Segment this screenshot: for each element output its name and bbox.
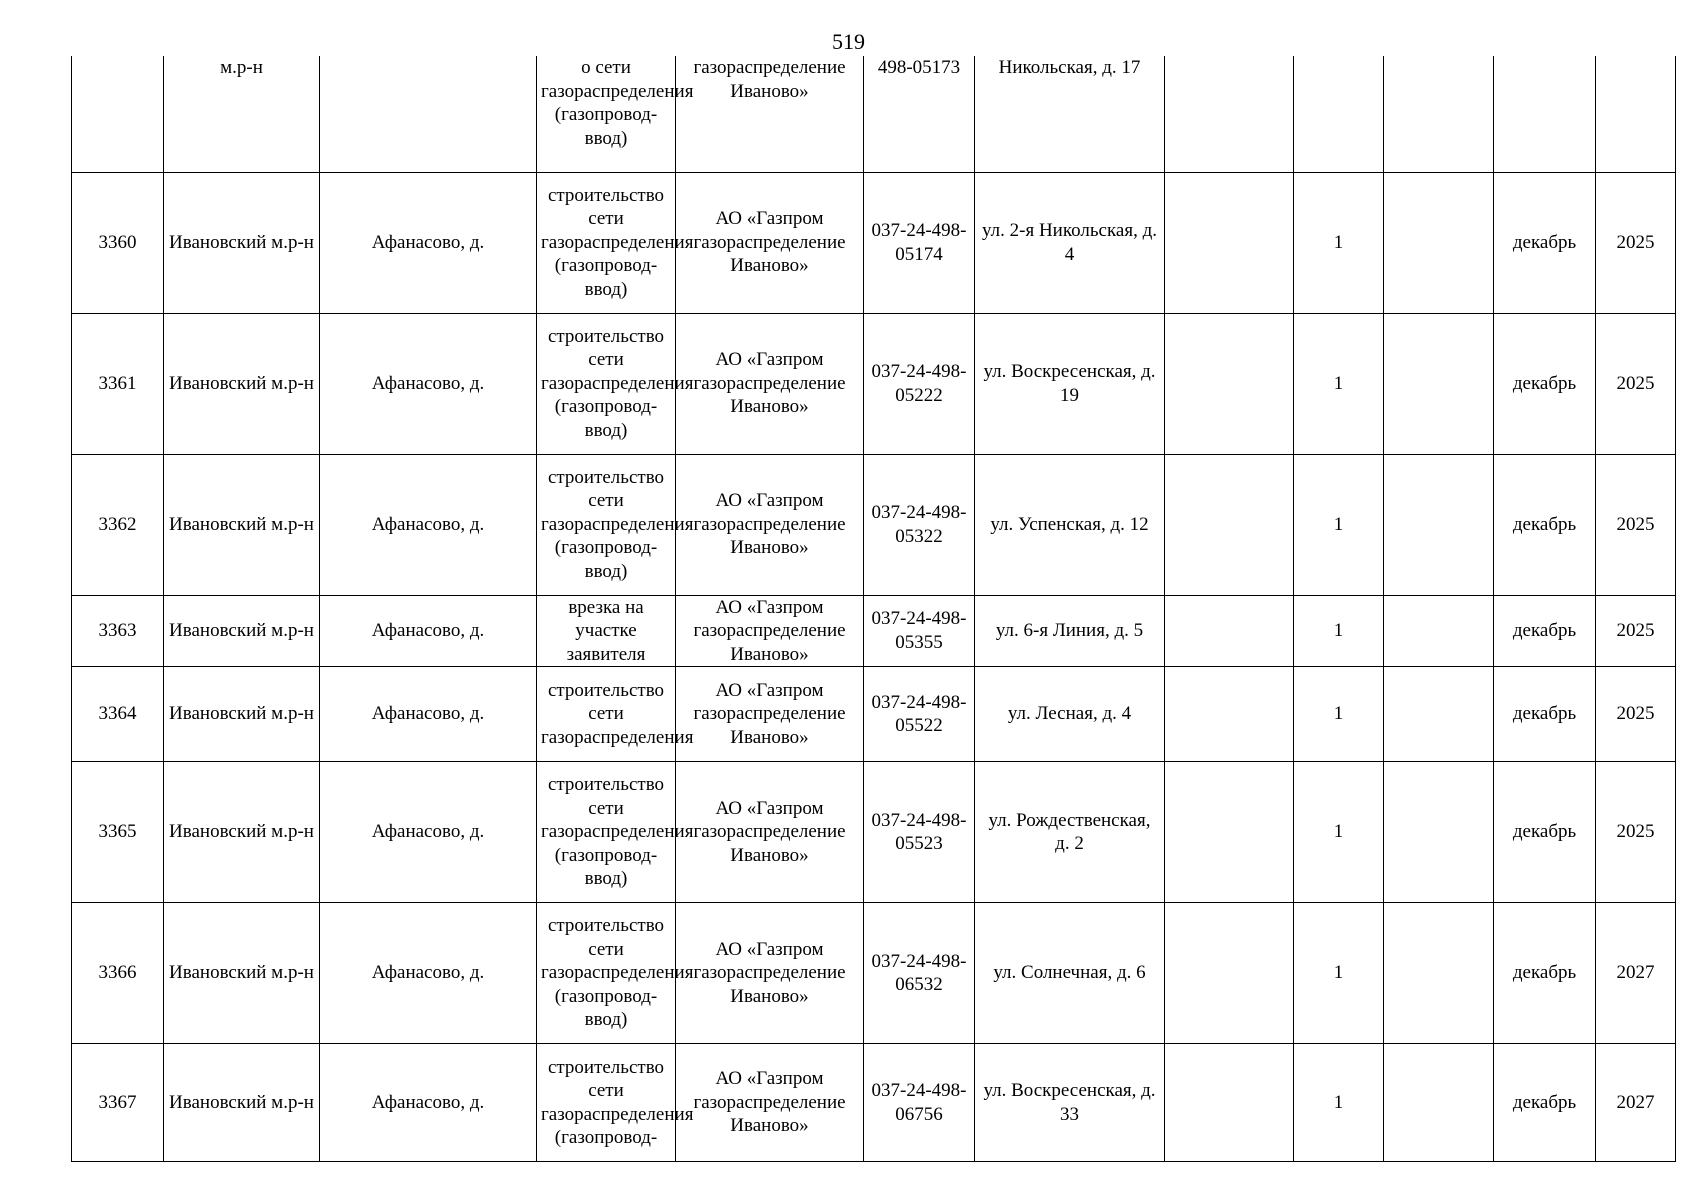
- cell-extra2: [1384, 1044, 1494, 1162]
- cell-org: АО «Газпром газораспределение Иваново»: [676, 667, 864, 762]
- cell-year: 2025: [1596, 762, 1676, 903]
- cell-extra2: [1384, 313, 1494, 454]
- cell-year: 2025: [1596, 595, 1676, 667]
- cell-locality: Афанасово, д.: [320, 762, 537, 903]
- data-table: [71, 56, 1676, 1162]
- cell-locality: Афанасово, д.: [320, 172, 537, 313]
- table-row: [72, 595, 1676, 667]
- cell-district: Ивановский м.р-н: [164, 172, 320, 313]
- cell-month: декабрь: [1494, 903, 1596, 1044]
- cell-qty: 1: [1294, 1044, 1384, 1162]
- cell-extra2: [1384, 172, 1494, 313]
- cell-year: 2027: [1596, 903, 1676, 1044]
- cell-year: 2025: [1596, 172, 1676, 313]
- cell-org: АО «Газпром газораспределение Иваново»: [676, 762, 864, 903]
- cell-locality: Афанасово, д.: [320, 454, 537, 595]
- cell-code: 037-24-498-05222: [864, 313, 975, 454]
- cell-org: газораспределение Иваново»: [676, 56, 864, 172]
- cell-month: декабрь: [1494, 595, 1596, 667]
- cell-code: 037-24-498-05355: [864, 595, 975, 667]
- cell-extra2: [1384, 56, 1494, 172]
- cell-month: [1494, 56, 1596, 172]
- cell-district: Ивановский м.р-н: [164, 903, 320, 1044]
- cell-district: Ивановский м.р-н: [164, 667, 320, 762]
- cell-qty: 1: [1294, 667, 1384, 762]
- cell-extra: [1165, 903, 1294, 1044]
- cell-org: АО «Газпром газораспределение Иваново»: [676, 172, 864, 313]
- cell-district: Ивановский м.р-н: [164, 1044, 320, 1162]
- cell-qty: 1: [1294, 172, 1384, 313]
- cell-extra2: [1384, 903, 1494, 1044]
- table-row: [72, 903, 1676, 1044]
- cell-org: АО «Газпром газораспределение Иваново»: [676, 313, 864, 454]
- cell-address: ул. Рождественская, д. 2: [975, 762, 1165, 903]
- cell-address: ул. Успенская, д. 12: [975, 454, 1165, 595]
- cell-work: строительство сети газораспределения (газопровод-ввод): [537, 762, 676, 903]
- cell-address: ул. Солнечная, д. 6: [975, 903, 1165, 1044]
- cell-num: 3363: [72, 595, 164, 667]
- cell-month: декабрь: [1494, 454, 1596, 595]
- cell-district: м.р-н: [164, 56, 320, 172]
- cell-year: 2025: [1596, 454, 1676, 595]
- cell-district: Ивановский м.р-н: [164, 313, 320, 454]
- cell-qty: 1: [1294, 454, 1384, 595]
- cell-work: строительство сети газораспределения (газопровод-ввод): [537, 903, 676, 1044]
- cell-code: 037-24-498-05174: [864, 172, 975, 313]
- table-row: [72, 56, 1676, 172]
- cell-org: АО «Газпром газораспределение Иваново»: [676, 454, 864, 595]
- cell-num: 3360: [72, 172, 164, 313]
- cell-work: врезка на участке заявителя: [537, 595, 676, 667]
- cell-qty: 1: [1294, 762, 1384, 903]
- cell-address: Никольская, д. 17: [975, 56, 1165, 172]
- cell-district: Ивановский м.р-н: [164, 762, 320, 903]
- cell-extra: [1165, 762, 1294, 903]
- table-row: [72, 313, 1676, 454]
- cell-num: 3365: [72, 762, 164, 903]
- cell-extra: [1165, 172, 1294, 313]
- cell-locality: Афанасово, д.: [320, 1044, 537, 1162]
- cell-extra: [1165, 313, 1294, 454]
- cell-extra2: [1384, 667, 1494, 762]
- cell-month: декабрь: [1494, 762, 1596, 903]
- cell-code: 037-24-498-06532: [864, 903, 975, 1044]
- cell-month: декабрь: [1494, 313, 1596, 454]
- cell-district: Ивановский м.р-н: [164, 454, 320, 595]
- cell-month: декабрь: [1494, 667, 1596, 762]
- cell-qty: 1: [1294, 903, 1384, 1044]
- cell-extra: [1165, 56, 1294, 172]
- cell-num: 3367: [72, 1044, 164, 1162]
- cell-num: 3361: [72, 313, 164, 454]
- cell-extra: [1165, 595, 1294, 667]
- cell-extra2: [1384, 595, 1494, 667]
- cell-work: строительство сети газораспределения (газопровод-ввод): [537, 454, 676, 595]
- cell-address: ул. 6-я Линия, д. 5: [975, 595, 1165, 667]
- cell-work: строительство сети газораспределения (газопровод-ввод): [537, 172, 676, 313]
- cell-year: 2027: [1596, 1044, 1676, 1162]
- cell-qty: 1: [1294, 595, 1384, 667]
- cell-code: 037-24-498-05522: [864, 667, 975, 762]
- cell-code: 498-05173: [864, 56, 975, 172]
- cell-extra2: [1384, 762, 1494, 903]
- cell-code: 037-24-498-06756: [864, 1044, 975, 1162]
- cell-year: 2025: [1596, 667, 1676, 762]
- cell-extra: [1165, 454, 1294, 595]
- page-number: 519: [832, 29, 865, 54]
- cell-month: декабрь: [1494, 172, 1596, 313]
- table-row: [72, 1044, 1676, 1162]
- cell-num: [72, 56, 164, 172]
- cell-locality: Афанасово, д.: [320, 595, 537, 667]
- table-row: [72, 762, 1676, 903]
- cell-work: строительство сети газораспределения (газопровод-ввод): [537, 313, 676, 454]
- cell-qty: [1294, 56, 1384, 172]
- cell-work: строительство сети газораспределения (газопровод-: [537, 1044, 676, 1162]
- cell-work: строительство сети газораспределения: [537, 667, 676, 762]
- table-row: [72, 172, 1676, 313]
- cell-locality: Афанасово, д.: [320, 667, 537, 762]
- cell-extra: [1165, 1044, 1294, 1162]
- cell-address: ул. Воскресенская, д. 33: [975, 1044, 1165, 1162]
- cell-org: АО «Газпром газораспределение Иваново»: [676, 903, 864, 1044]
- cell-extra2: [1384, 454, 1494, 595]
- cell-extra: [1165, 667, 1294, 762]
- cell-locality: Афанасово, д.: [320, 313, 537, 454]
- cell-code: 037-24-498-05523: [864, 762, 975, 903]
- table-row: [72, 454, 1676, 595]
- cell-code: 037-24-498-05322: [864, 454, 975, 595]
- cell-org: АО «Газпром газораспределение Иваново»: [676, 595, 864, 667]
- cell-month: декабрь: [1494, 1044, 1596, 1162]
- cell-qty: 1: [1294, 313, 1384, 454]
- cell-num: 3366: [72, 903, 164, 1044]
- cell-year: [1596, 56, 1676, 172]
- cell-address: ул. Воскресенская, д. 19: [975, 313, 1165, 454]
- cell-work: о сети газораспределения (газопровод-ввод): [537, 56, 676, 172]
- cell-district: Ивановский м.р-н: [164, 595, 320, 667]
- cell-address: ул. Лесная, д. 4: [975, 667, 1165, 762]
- cell-year: 2025: [1596, 313, 1676, 454]
- cell-org: АО «Газпром газораспределение Иваново»: [676, 1044, 864, 1162]
- cell-address: ул. 2-я Никольская, д. 4: [975, 172, 1165, 313]
- table-row: [72, 667, 1676, 762]
- cell-num: 3362: [72, 454, 164, 595]
- cell-locality: [320, 56, 537, 172]
- cell-locality: Афанасово, д.: [320, 903, 537, 1044]
- cell-num: 3364: [72, 667, 164, 762]
